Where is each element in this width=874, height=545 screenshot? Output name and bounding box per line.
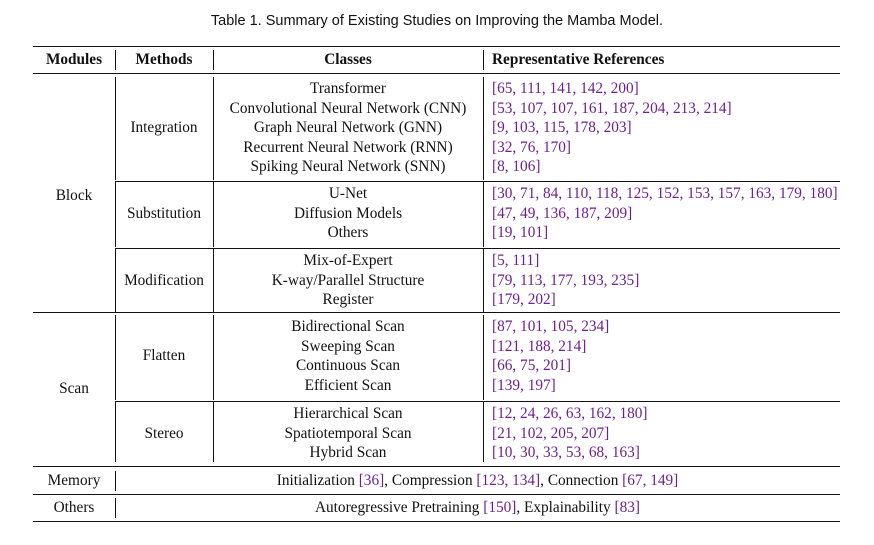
- class-cell: Continuous Scan: [295, 357, 401, 374]
- column-divider: [483, 77, 484, 180]
- reference-cell[interactable]: [179, 202]: [492, 291, 556, 308]
- reference-cell[interactable]: [65, 111, 141, 142, 200]: [492, 80, 639, 97]
- others-content: [115, 498, 840, 518]
- column-divider: [115, 249, 116, 313]
- module-label: Block: [55, 186, 93, 204]
- header-modules: Modules: [45, 51, 103, 68]
- class-cell: Transformer: [310, 80, 386, 97]
- reference-cell[interactable]: [121, 188, 214]: [492, 337, 587, 355]
- memory-content: [115, 471, 840, 491]
- column-divider: [115, 402, 116, 462]
- header-rule: [33, 73, 840, 74]
- class-cell: Recurrent Neural Network (RNN): [243, 138, 453, 156]
- class-cell: Diffusion Models: [293, 204, 403, 222]
- method-label: Modification: [124, 271, 204, 289]
- class-cell: Bidirectional Scan: [291, 318, 405, 335]
- memory-item-ref[interactable]: [123, 134]: [476, 472, 541, 489]
- table-caption: Table 1. Summary of Existing Studies on Improving the Mamba Model.: [210, 13, 664, 29]
- reference-cell[interactable]: [12, 24, 26, 63, 162, 180]: [492, 405, 648, 422]
- memory-item-text: Initialization: [276, 472, 359, 489]
- memory-item-text: Connection: [547, 472, 623, 489]
- header-divider: [213, 50, 214, 70]
- method-rule: [115, 248, 840, 249]
- method-label: Integration: [130, 119, 198, 136]
- method-label: Stereo: [144, 424, 184, 442]
- header-references: Representative References: [492, 51, 665, 68]
- others-top-rule: [33, 494, 840, 495]
- class-cell: K-way/Parallel Structure: [271, 271, 425, 289]
- memory-label: Memory: [47, 472, 101, 489]
- column-divider: [115, 315, 116, 400]
- class-cell: Sweeping Scan: [301, 337, 395, 355]
- reference-cell[interactable]: [87, 101, 105, 234]: [492, 318, 610, 335]
- header-classes: Classes: [324, 51, 372, 68]
- memory-item-ref[interactable]: [67, 149]: [622, 472, 679, 489]
- column-divider: [115, 77, 116, 180]
- others-item-ref[interactable]: [83]: [614, 499, 641, 516]
- reference-cell[interactable]: [9, 103, 115, 178, 203]: [492, 119, 632, 136]
- reference-cell[interactable]: [8, 106]: [492, 158, 541, 175]
- memory-item-separator: ,: [384, 472, 392, 489]
- method-rule: [115, 401, 840, 402]
- reference-cell[interactable]: [139, 197]: [492, 376, 556, 394]
- reference-cell[interactable]: [30, 71, 84, 110, 118, 125, 152, 153, 157, 163, 179, 180]: [492, 185, 838, 202]
- header-methods: Methods: [135, 51, 193, 68]
- reference-cell[interactable]: [32, 76, 170]: [492, 138, 572, 156]
- method-rule: [115, 181, 840, 182]
- top-rule: [33, 46, 840, 47]
- class-cell: Register: [322, 291, 374, 308]
- reference-cell[interactable]: [5, 111]: [492, 252, 540, 269]
- header-divider: [115, 50, 116, 70]
- column-divider: [483, 402, 484, 462]
- others-label: Others: [53, 499, 95, 516]
- bottom-rule: [33, 521, 840, 522]
- reference-cell[interactable]: [10, 30, 33, 53, 68, 163]: [492, 444, 640, 461]
- class-cell: U-Net: [328, 185, 368, 202]
- class-cell: Hybrid Scan: [309, 444, 387, 461]
- class-cell: Efficient Scan: [304, 376, 392, 394]
- reference-cell[interactable]: [66, 75, 201]: [492, 357, 572, 374]
- class-cell: Others: [327, 224, 369, 241]
- class-cell: Hierarchical Scan: [293, 405, 403, 422]
- memory-top-rule: [33, 466, 840, 467]
- class-cell: Spiking Neural Network (SNN): [250, 158, 446, 175]
- memory-item-separator: ,: [540, 472, 548, 489]
- reference-cell[interactable]: [53, 107, 107, 161, 187, 204, 213, 214]: [492, 99, 732, 117]
- others-item-separator: ,: [516, 499, 525, 516]
- reference-cell[interactable]: [79, 113, 177, 193, 235]: [492, 271, 640, 289]
- column-divider: [483, 249, 484, 313]
- others-item-ref[interactable]: [150]: [483, 499, 517, 516]
- reference-cell[interactable]: [47, 49, 136, 187, 209]: [492, 204, 633, 222]
- method-label: Substitution: [127, 204, 201, 222]
- reference-cell[interactable]: [21, 102, 205, 207]: [492, 424, 610, 442]
- others-item-text: Explainability: [524, 499, 615, 516]
- column-divider: [115, 182, 116, 247]
- class-cell: Mix-of-Expert: [303, 252, 393, 269]
- class-cell: Spatiotemporal Scan: [284, 424, 412, 442]
- header-divider: [483, 50, 484, 70]
- memory-item-text: Compression: [391, 472, 477, 489]
- column-divider: [483, 182, 484, 247]
- column-divider: [483, 315, 484, 400]
- class-cell: Graph Neural Network (GNN): [253, 119, 443, 136]
- method-label: Flatten: [142, 347, 186, 365]
- module-label: Scan: [59, 380, 89, 398]
- others-item-text: Autoregressive Pretraining: [314, 499, 484, 516]
- class-cell: Convolutional Neural Network (CNN): [229, 99, 467, 117]
- reference-cell[interactable]: [19, 101]: [492, 224, 549, 241]
- memory-item-ref[interactable]: [36]: [358, 472, 385, 489]
- group-rule: [33, 312, 840, 313]
